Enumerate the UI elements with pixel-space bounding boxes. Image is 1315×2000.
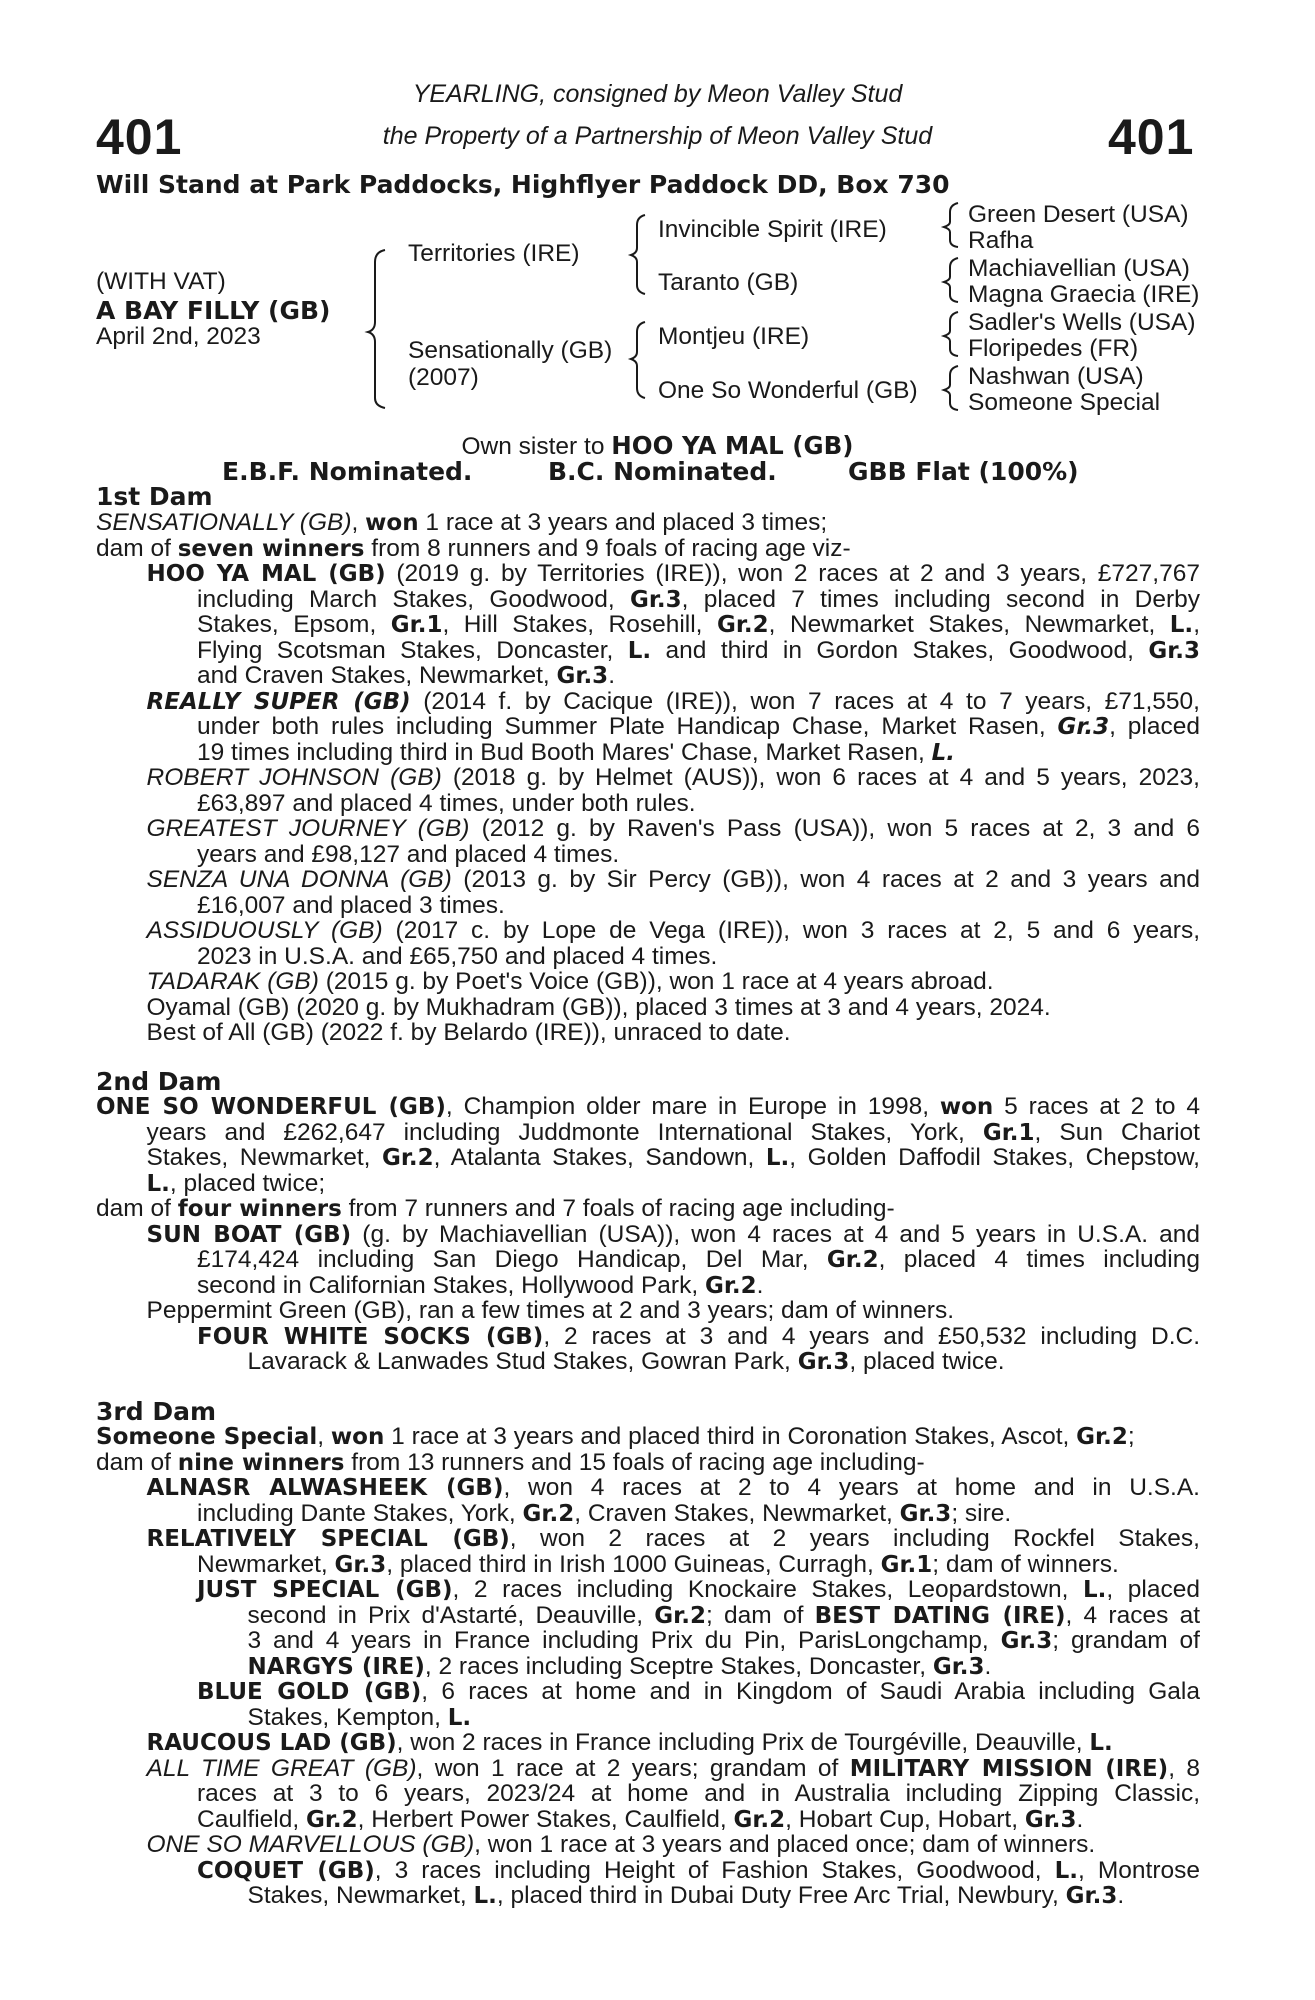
text-run: , 6 races at home and in Kingdom of Saudi Arabia including Gala [421, 1678, 1200, 1705]
record-line [147, 764, 1201, 792]
record-line [147, 994, 1201, 1022]
text-run: 5 races at 2 to 4 [993, 1093, 1201, 1120]
text-run: and Craven Stakes, Newmarket, [197, 662, 557, 689]
text-run: £174,424 including San Diego Handicap, Del Mar, [197, 1246, 827, 1273]
pedigree-dam-year: (2007) [408, 364, 479, 391]
bc-nomination: B.C. Nominated. [548, 457, 777, 486]
horse-name: A BAY FILLY (GB) [96, 296, 331, 325]
text-run: (g. by Machiavellian (USA)), won 4 races at 4 and 5 years in U.S.A. and [351, 1220, 1201, 1248]
bold-text: L. [931, 739, 955, 766]
record-line [147, 1474, 1201, 1502]
record-line [197, 1246, 1200, 1274]
italic-text: TADARAK (GB) [146, 968, 319, 995]
text-run: from 8 runners and 9 foals of racing age viz- [364, 534, 851, 562]
text-run: . [756, 1271, 764, 1299]
text-run: ; [1127, 1423, 1135, 1450]
text-run: dam of [96, 1448, 178, 1476]
third-dam-heading: 3rd Dam [96, 1397, 216, 1426]
record-line [197, 1780, 1200, 1808]
record-line [197, 1272, 1200, 1300]
italic-text: SENZA UNA DONNA (GB) [146, 866, 452, 893]
record-line [147, 1144, 1201, 1172]
text-run: , Herbert Power Stakes, Caulfield, [357, 1805, 734, 1833]
text-run: 1 race at 3 years and placed 3 times; [418, 509, 828, 536]
text-run: Stakes, Newmarket, [247, 1882, 474, 1909]
bold-text: L. [1083, 1577, 1107, 1603]
record-line [248, 1882, 1201, 1910]
pedigree-dam-dam: One So Wonderful (GB) [658, 377, 918, 404]
record-line [147, 917, 1201, 945]
text-run: (2015 g. by Poet's Voice (GB)), won 1 race at 4 years abroad. [318, 968, 994, 995]
record-line [197, 1678, 1200, 1706]
text-run: . [984, 1652, 992, 1680]
text-run: including March Stakes, Goodwood, [197, 585, 630, 613]
bold-text: L. [447, 1704, 472, 1731]
text-run: , placed twice. [849, 1348, 1005, 1375]
bold-text: Gr.1 [390, 612, 443, 638]
bold-text: Gr.2 [522, 1500, 575, 1527]
bold-text: RELATIVELY SPECIAL (GB) [146, 1526, 510, 1552]
record-line [197, 1323, 1200, 1351]
own-sister-line: Own sister to HOO YA MAL (GB) [461, 431, 854, 460]
text-run: , won 2 races at 2 years including Rockfel Stakes, [509, 1525, 1200, 1552]
record-line [96, 509, 1200, 537]
lot-number-left: 401 [96, 109, 183, 165]
bold-text: four winners [177, 1196, 342, 1222]
bold-text: seven winners [177, 535, 365, 562]
bold-text: won [330, 1424, 385, 1450]
text-run: , Golden Daffodil Stakes, Chepstow, [789, 1144, 1200, 1171]
text-run: second in Prix d'Astarté, Deauville, [247, 1601, 655, 1629]
bold-text: RAUCOUS LAD (GB) [146, 1730, 397, 1756]
text-run: , placed [1106, 1576, 1201, 1603]
pedigree-ssd: Rafha [968, 227, 1034, 254]
text-run: , 8 [1168, 1754, 1200, 1782]
text-run: , 4 races at [1065, 1601, 1201, 1629]
record-line [147, 1221, 1201, 1249]
record-line [147, 968, 1201, 996]
text-run: , won 2 races in France including Prix de Tourgéville, Deauville, [396, 1729, 1090, 1756]
text-run: Lavarack & Lanwades Stud Stakes, Gowran Park, [247, 1348, 798, 1375]
second-dam-heading: 2nd Dam [96, 1067, 222, 1096]
record-line [197, 1551, 1200, 1579]
consignor-line: YEARLING, consigned by Meon Valley Stud [412, 80, 903, 108]
record-line [96, 535, 1200, 563]
text-run: ; dam of winners. [932, 1550, 1119, 1578]
text-run: , [351, 509, 366, 536]
text-run: £63,897 and placed 4 times, under both rules. [197, 789, 696, 817]
record-line [248, 1348, 1201, 1376]
text-run: , placed third in Irish 1000 Guineas, Curragh, [386, 1550, 881, 1578]
bold-text: Gr.3 [1148, 637, 1200, 664]
text-run: , won 4 races at 2 to 4 years at home and in U.S.A. [503, 1474, 1200, 1501]
property-line: the Property of a Partnership of Meon Valley Stud [382, 122, 933, 150]
text-run: including Dante Stakes, York, [197, 1499, 523, 1527]
pedigree-sire-dam: Taranto (GB) [658, 269, 799, 296]
bold-text: COQUET (GB) [197, 1857, 375, 1884]
text-run: , 2 races including Knockaire Stakes, Leopardstown, [452, 1576, 1084, 1603]
record-line [197, 841, 1200, 869]
text-run: 1 race at 3 years and placed third in Coronation Stakes, Ascot, [384, 1423, 1077, 1450]
bold-text: nine winners [177, 1449, 345, 1476]
bold-text: won [939, 1094, 994, 1120]
text-run: , placed 4 times including [878, 1246, 1200, 1273]
bold-text: Gr.3 [1057, 714, 1110, 740]
pedigree-sire: Territories (IRE) [408, 240, 580, 267]
bold-text: Gr.1 [880, 1551, 933, 1578]
text-run: , placed 7 times including second in Derby [681, 585, 1200, 613]
bold-text: Gr.3 [629, 586, 682, 613]
text-run: Newmarket, [197, 1550, 335, 1578]
gbb-flat: GBB Flat (100%) [848, 457, 1079, 486]
lot-number-right: 401 [1108, 109, 1195, 165]
first-dam-heading: 1st Dam [96, 482, 213, 511]
record-line [197, 637, 1200, 665]
text-run: (2014 f. by Cacique (IRE)), won 7 races at 4 to 7 years, £71,550, [410, 687, 1200, 715]
bold-text: MILITARY MISSION (IRE) [849, 1755, 1169, 1782]
text-run: , 2 races at 3 and 4 years and £50,532 including D.C. [543, 1322, 1200, 1350]
text-run: , Sun Chariot [1034, 1118, 1200, 1146]
italic-text: SENSATIONALLY (GB) [96, 509, 352, 536]
pedigree-dam: Sensationally (GB) [408, 337, 613, 364]
text-run: , [317, 1423, 331, 1450]
record-line [147, 1119, 1201, 1147]
bold-text: ONE SO WONDERFUL (GB) [96, 1094, 446, 1120]
bold-text: L. [765, 1145, 790, 1171]
bold-text: REALLY SUPER (GB) [146, 688, 411, 715]
record-line [96, 1449, 1200, 1477]
horse-dob: April 2nd, 2023 [96, 323, 261, 350]
record-line [197, 662, 1200, 690]
bold-text: Gr.3 [932, 1653, 985, 1680]
bold-text: BEST DATING (IRE) [814, 1602, 1066, 1629]
bold-text: Gr.3 [556, 663, 609, 689]
text-run: Oyamal (GB) (2020 g. by Mukhadram (GB)), placed 3 times at 3 and 4 years, 2024. [146, 993, 1051, 1021]
record-line [147, 1831, 1201, 1859]
text-run: Flying Scotsman Stakes, Doncaster, [197, 636, 628, 664]
text-run: and third in Gordon Stakes, Goodwood, [651, 636, 1149, 664]
bold-text: Gr.3 [1000, 1628, 1053, 1654]
record-line [197, 892, 1200, 920]
italic-text: ASSIDUOUSLY (GB) [146, 917, 383, 944]
record-line [147, 1019, 1201, 1047]
record-line [197, 1576, 1200, 1604]
text-run: . [1117, 1882, 1125, 1909]
bold-text: FOUR WHITE SOCKS (GB) [197, 1323, 544, 1350]
text-run: 2023 in U.S.A. and £65,750 and placed 4 times. [197, 942, 718, 970]
bold-text: Gr.2 [826, 1247, 879, 1273]
text-run: dam of [96, 1195, 178, 1222]
text-run: years and £262,647 including Juddmonte International Stakes, York, [146, 1118, 983, 1146]
text-run: 19 times including third in Bud Booth Mares' Chase, Market Rasen, [197, 738, 932, 766]
bold-text: Gr.3 [797, 1349, 850, 1375]
bold-text: Gr.2 [704, 1272, 757, 1299]
own-sister-name: HOO YA MAL (GB) [611, 431, 854, 460]
text-run: , Hobart Cup, Hobart, [785, 1805, 1025, 1833]
pedigree-sire-sire: Invincible Spirit (IRE) [658, 216, 887, 243]
record-line [147, 560, 1201, 588]
text-run: , [1193, 611, 1200, 638]
record-line [96, 1093, 1200, 1121]
text-run: (2013 g. by Sir Percy (GB)), won 4 races at 2 and 3 years and [451, 866, 1201, 893]
text-run: dam of [96, 534, 178, 562]
text-run: Stakes, Newmarket, [146, 1144, 382, 1171]
bold-text: L. [627, 637, 652, 664]
text-run: £16,007 and placed 3 times. [197, 891, 505, 919]
record-line [147, 688, 1201, 716]
bold-text: L. [1089, 1730, 1113, 1756]
bold-text: Someone Special [96, 1424, 318, 1450]
text-run: second in Californian Stakes, Hollywood Park, [197, 1271, 705, 1299]
text-run: , won 1 race at 3 years and placed once; dam of winners. [474, 1831, 1096, 1858]
record-line [147, 1525, 1201, 1553]
bold-text: L. [473, 1883, 497, 1909]
pedigree-sdd: Magna Graecia (IRE) [968, 281, 1200, 308]
text-run: , Hill Stakes, Rosehill, [442, 611, 717, 638]
pedigree-ddd: Someone Special [968, 389, 1161, 416]
bold-text: Gr.2 [305, 1806, 358, 1833]
text-run: (2017 c. by Lope de Vega (IRE)), won 3 races at 2, 5 and 6 years, [382, 917, 1200, 944]
text-run: , 3 races including Height of Fashion Stakes, Goodwood, [374, 1856, 1055, 1884]
bold-text: JUST SPECIAL (GB) [197, 1577, 453, 1603]
italic-text: GREATEST JOURNEY (GB) [146, 815, 470, 842]
record-line [147, 1297, 1201, 1325]
text-run: from 7 runners and 7 foals of racing age including- [341, 1195, 895, 1222]
record-line [197, 713, 1200, 741]
text-run: , won 1 race at 2 years; grandam of [416, 1754, 850, 1782]
record-line [197, 611, 1200, 639]
pedigree-dam-sire: Montjeu (IRE) [658, 323, 810, 350]
pedigree-dds: Nashwan (USA) [968, 363, 1144, 390]
record-line [147, 1729, 1201, 1757]
record-line [248, 1602, 1201, 1630]
text-run: (2012 g. by Raven's Pass (USA)), won 5 races at 2, 3 and 6 [469, 815, 1200, 842]
bold-text: Gr.2 [1076, 1424, 1128, 1450]
vat-label: (WITH VAT) [96, 268, 226, 295]
text-run: (2019 g. by Territories (IRE)), won 2 races at 2 and 3 years, £727,767 [385, 560, 1200, 587]
text-run: . [608, 662, 615, 689]
record-line [197, 1500, 1200, 1528]
pedigree-dsd: Floripedes (FR) [968, 335, 1139, 362]
record-line [197, 586, 1200, 614]
text-run: , placed twice; [169, 1169, 326, 1197]
bold-text: HOO YA MAL (GB) [146, 561, 386, 587]
location-line: Will Stand at Park Paddocks, Highflyer Paddock DD, Box 730 [96, 170, 950, 199]
text-run: Peppermint Green (GB), ran a few times at 2 and 3 years; dam of winners. [146, 1297, 954, 1324]
text-run: ; grandam of [1052, 1627, 1200, 1654]
text-run: , placed [1109, 713, 1200, 740]
record-line [147, 866, 1201, 894]
text-run: , Montrose [1078, 1856, 1200, 1884]
text-run: years and £98,127 and placed 4 times. [197, 840, 620, 868]
text-run: ; dam of [705, 1601, 815, 1629]
pedigree-sss: Green Desert (USA) [968, 201, 1189, 228]
record-line [197, 739, 1200, 767]
text-run: from 13 runners and 15 foals of racing age including- [344, 1448, 925, 1476]
text-run: , placed third in Dubai Duty Free Arc Trial, Newbury, [496, 1882, 1066, 1909]
text-run: (2018 g. by Helmet (AUS)), won 6 races at 4 and 5 years, 2023, [441, 764, 1200, 791]
bold-text: Gr.1 [982, 1119, 1035, 1146]
text-run: 3 and 4 years in France including Prix du Pin, ParisLongchamp, [247, 1627, 1001, 1654]
text-run: Caulfield, [197, 1805, 306, 1833]
record-line [147, 815, 1201, 843]
text-run: races at 3 to 6 years, 2023/24 at home and in Australia including Zipping Classic, [197, 1780, 1200, 1807]
bold-text: Gr.2 [733, 1806, 786, 1833]
record-line [96, 1195, 1200, 1223]
bold-text: won [365, 510, 419, 536]
bold-text: Gr.2 [716, 612, 769, 638]
bold-text: Gr.3 [899, 1500, 952, 1527]
record-line [147, 1170, 1201, 1198]
bold-text: Gr.3 [1065, 1883, 1118, 1909]
record-line [147, 1755, 1201, 1783]
pedigree-sds: Machiavellian (USA) [968, 255, 1190, 282]
bold-text: NARGYS (IRE) [247, 1653, 425, 1680]
record-line [197, 790, 1200, 818]
bold-text: L. [1169, 612, 1194, 638]
bold-text: Gr.2 [654, 1602, 706, 1629]
record-line [197, 943, 1200, 971]
bold-text: Gr.3 [1024, 1806, 1077, 1833]
text-run: Stakes, Kempton, [247, 1703, 448, 1731]
record-line [96, 1423, 1200, 1451]
bold-text: Gr.2 [381, 1145, 434, 1171]
ebf-nomination: E.B.F. Nominated. [222, 457, 473, 486]
bold-text: Gr.3 [334, 1551, 387, 1578]
italic-text: ROBERT JOHNSON (GB) [146, 764, 442, 791]
text-run: , Newmarket Stakes, Newmarket, [768, 611, 1170, 638]
record-line [248, 1627, 1201, 1655]
bold-text: BLUE GOLD (GB) [197, 1679, 422, 1705]
text-run: , Craven Stakes, Newmarket, [574, 1499, 900, 1527]
record-line [197, 1857, 1200, 1885]
text-run: Best of All (GB) (2022 f. by Belardo (IRE)), unraced to date. [146, 1019, 791, 1046]
text-run: , Champion older mare in Europe in 1998, [445, 1093, 940, 1120]
bold-text: L. [1054, 1857, 1079, 1884]
text-run: under both rules including Summer Plate Handicap Chase, Market Rasen, [197, 713, 1058, 740]
italic-text: ALL TIME GREAT (GB) [146, 1754, 417, 1782]
bold-text: SUN BOAT (GB) [146, 1221, 352, 1248]
record-line [248, 1653, 1201, 1681]
bold-text: L. [146, 1170, 170, 1197]
text-run: Stakes, Epsom, [197, 611, 391, 638]
record-line [248, 1704, 1201, 1732]
text-run: , 2 races including Sceptre Stakes, Doncaster, [424, 1652, 933, 1680]
record-line [197, 1806, 1200, 1834]
text-run: ; sire. [951, 1499, 1012, 1527]
bold-text: ALNASR ALWASHEEK (GB) [146, 1475, 504, 1501]
pedigree-dss: Sadler's Wells (USA) [968, 309, 1196, 336]
italic-text: ONE SO MARVELLOUS (GB) [146, 1831, 475, 1858]
text-run: , Atalanta Stakes, Sandown, [433, 1144, 766, 1171]
text-run: . [1076, 1805, 1084, 1833]
